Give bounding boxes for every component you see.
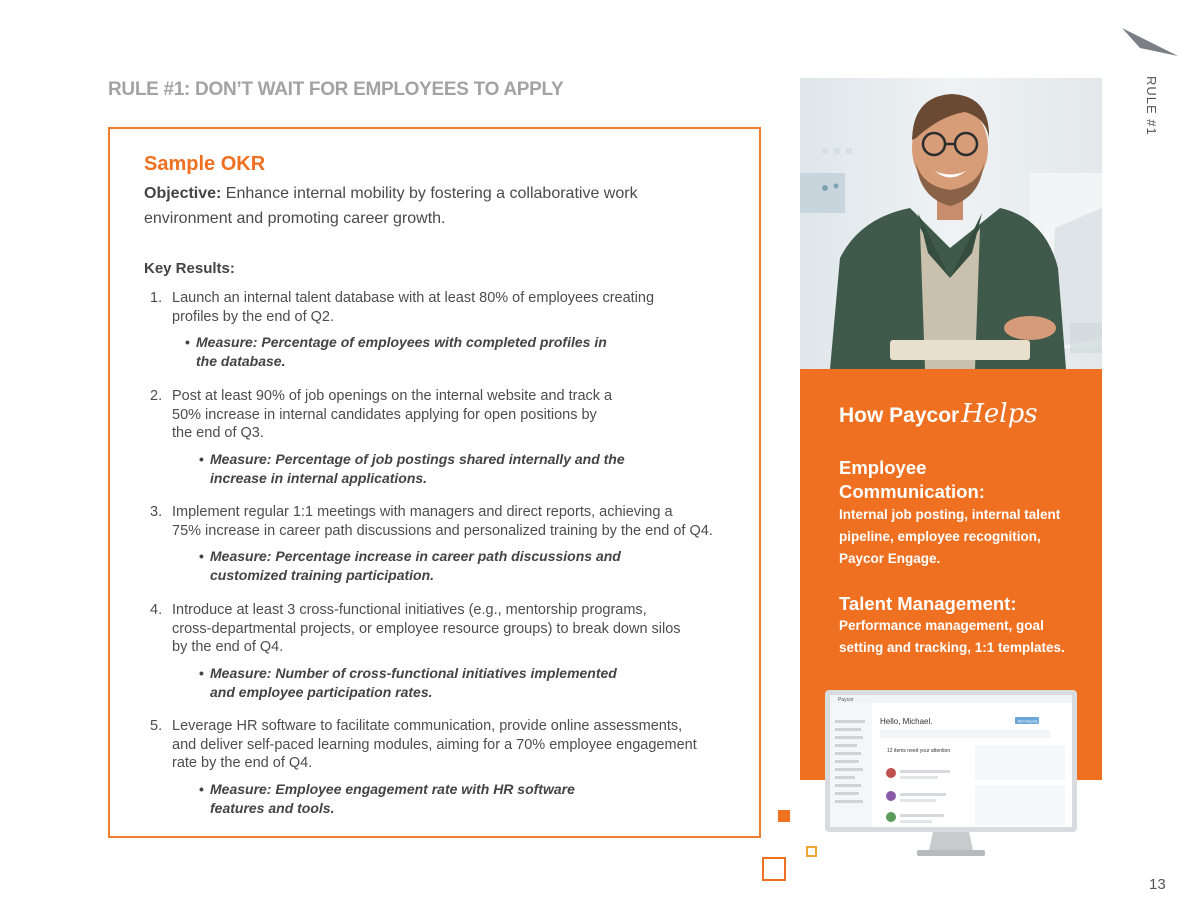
employee-communication-body: Internal job posting, internal talent pipeline, employee recognition, Paycor Engage. xyxy=(839,507,1061,566)
helps-title xyxy=(839,399,1038,429)
bullet-icon: • xyxy=(199,451,204,467)
bullet-icon: • xyxy=(185,334,190,350)
key-result-line: by the end of Q4. xyxy=(172,639,284,655)
key-result-line: the end of Q3. xyxy=(172,425,264,441)
page-title: RULE #1: DON’T WAIT FOR EMPLOYEES TO APPLY xyxy=(108,79,564,100)
measure-line: features and tools. xyxy=(210,800,335,816)
measure-line: the database. xyxy=(196,353,286,369)
greeting-text: Hello, Michael. xyxy=(880,717,933,726)
measure-line: Measure: Percentage of employees with completed profiles in xyxy=(196,334,607,350)
measure-line: increase in internal applications. xyxy=(210,470,428,486)
measure-bullet xyxy=(199,547,621,585)
smiling-man-photo xyxy=(800,78,1102,369)
key-results-label: Key Results: xyxy=(144,260,235,277)
bullet-icon: • xyxy=(199,781,204,797)
measure-bullet xyxy=(199,664,617,702)
key-result-line: rate by the end of Q4. xyxy=(172,755,313,771)
measure-bullet xyxy=(185,333,607,371)
decorative-square xyxy=(806,846,817,857)
measure-bullet xyxy=(199,780,575,818)
key-result-line: Implement regular 1:1 meetings with managers and direct reports, achieving a xyxy=(172,504,673,520)
measure-line: Measure: Employee engagement rate with HR software xyxy=(210,781,575,797)
attention-text: 12 items need your attention xyxy=(887,748,951,754)
key-result-text xyxy=(172,717,697,773)
key-result-line: Leverage HR software to facilitate communication, provide online assessments, xyxy=(172,718,683,734)
key-result-number: 5. xyxy=(150,718,163,734)
key-result-number: 2. xyxy=(150,388,163,404)
measure-line: Measure: Percentage increase in career path discussions and xyxy=(210,548,621,564)
key-result-number: 3. xyxy=(150,504,163,520)
helps-title-text: How Paycor xyxy=(839,404,960,427)
measure-line: customized training participation. xyxy=(210,567,435,583)
key-result-line: Introduce at least 3 cross-functional initiatives (e.g., mentorship programs, xyxy=(172,602,647,618)
photo-illustration xyxy=(800,78,1102,369)
page-number: 13 xyxy=(1149,876,1166,893)
key-result-line: profiles by the end of Q2. xyxy=(172,308,335,325)
key-result-number: 4. xyxy=(150,602,163,618)
paycor-monitor-screenshot xyxy=(825,690,1077,878)
objective-label: Objective: xyxy=(144,185,222,202)
key-result-line: Post at least 90% of job openings on the internal website and track a xyxy=(172,388,613,404)
bullet-icon: • xyxy=(199,548,204,564)
heading-line: Employee xyxy=(839,457,927,478)
sample-okr-box xyxy=(108,127,761,838)
objective-text-line2: environment and promoting career growth. xyxy=(144,210,446,227)
monitor-illustration xyxy=(825,690,1077,878)
heading-line: Communication: xyxy=(839,481,985,502)
key-result-text xyxy=(172,503,713,540)
key-result-line: Launch an internal talent database with at least 80% of employees creating xyxy=(172,290,655,306)
key-result-text xyxy=(172,387,612,443)
helps-script-text: Helps xyxy=(961,399,1038,429)
talent-management-body: Performance management, goal setting and tracking, 1:1 templates. xyxy=(839,618,1065,655)
talent-management-heading: Talent Management: xyxy=(839,593,1017,614)
key-result-text xyxy=(172,289,654,326)
key-result-line: 50% increase in internal candidates applying for open positions by xyxy=(172,406,597,423)
paycor-arrow-logo-icon xyxy=(1120,26,1180,60)
run-reports-button: Run Reports xyxy=(1018,719,1038,724)
measure-line: and employee participation rates. xyxy=(210,684,433,700)
okr-title: Sample OKR xyxy=(144,153,266,175)
side-rule-label: RULE #1 xyxy=(1144,76,1159,136)
decorative-square xyxy=(778,810,790,822)
key-result-line: and deliver self-paced learning modules, aiming for a 70% employee engagement xyxy=(172,736,697,753)
okr-objective xyxy=(144,181,704,231)
employee-communication-heading xyxy=(839,456,985,504)
measure-line: Measure: Percentage of job postings shared internally and the xyxy=(210,451,625,467)
key-result-number: 1. xyxy=(150,290,163,306)
bullet-icon: • xyxy=(199,665,204,681)
objective-text-line1: Enhance internal mobility by fostering a collaborative work xyxy=(221,185,638,202)
key-result-line: 75% increase in career path discussions and personalized training by the end of Q4. xyxy=(172,522,713,539)
measure-line: Measure: Number of cross-functional initiatives implemented xyxy=(210,665,617,681)
measure-bullet xyxy=(199,450,625,488)
app-name: Paycor xyxy=(838,697,854,703)
key-result-text xyxy=(172,601,681,657)
decorative-square xyxy=(762,857,786,881)
key-result-line: cross-departmental projects, or employee resource groups) to break down silos xyxy=(172,620,681,637)
